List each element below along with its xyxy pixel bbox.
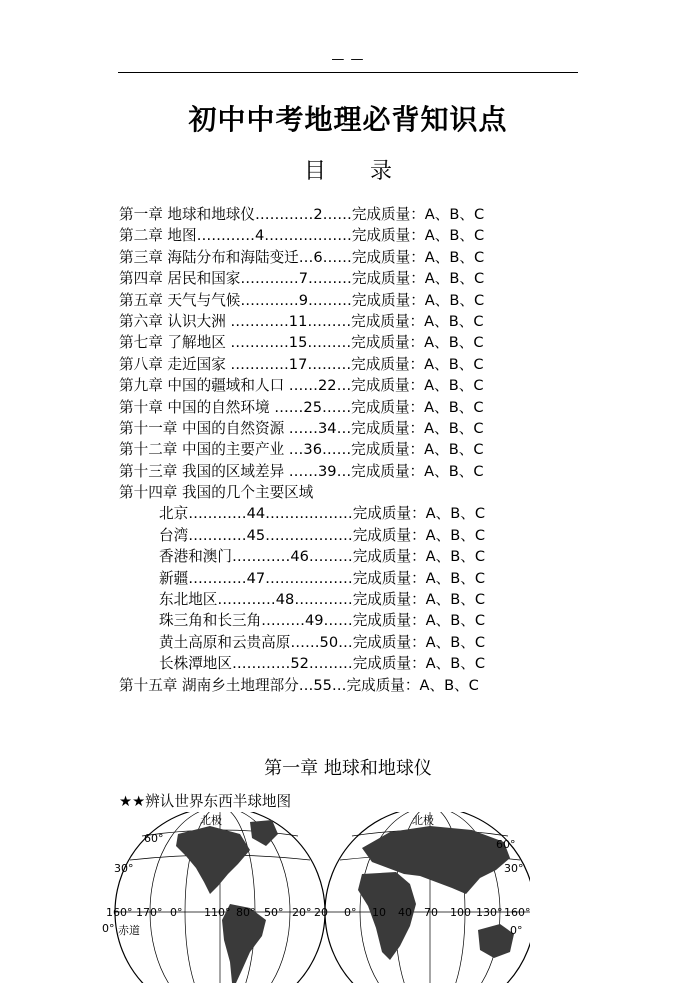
toc-entry: 第八章 走近国家 …………17………完成质量：A、B、C	[119, 355, 484, 373]
toc-entry: 第十三章 我国的区域差异 ……39…完成质量：A、B、C	[119, 462, 484, 480]
map-label-lat-30-right: 30°	[504, 862, 524, 875]
map-label-lat-30: 30°	[114, 862, 134, 875]
toc-entry: 第三章 海陆分布和海陆变迁…6……完成质量：A、B、C	[119, 248, 485, 266]
toc-entry: 第六章 认识大洲 …………11………完成质量：A、B、C	[119, 312, 484, 330]
map-label-equator: 赤道	[118, 924, 140, 937]
toc-entry: 第四章 居民和国家…………7………完成质量：A、B、C	[119, 270, 485, 288]
toc-sub-entry: 东北地区…………48…………完成质量：A、B、C	[159, 591, 486, 609]
map-lon-label: 80°	[236, 906, 256, 919]
table-of-contents	[119, 204, 589, 696]
map-label-north-pole-right: 北极	[412, 814, 434, 827]
map-lon-label: 20°	[292, 906, 312, 919]
toc-entry: 第一章 地球和地球仪…………2……完成质量：A、B、C	[119, 206, 485, 223]
map-lon-label: 20	[314, 906, 328, 919]
toc-heading-left: 目	[303, 159, 326, 184]
map-label-lat-0: 0°	[102, 922, 115, 935]
toc-heading	[0, 154, 696, 185]
map-lon-label: 110°	[204, 906, 231, 919]
map-lon-label: 160°	[504, 906, 530, 919]
toc-entry: 第七章 了解地区 …………15………完成质量：A、B、C	[119, 334, 484, 352]
map-label-north-pole-left: 北极	[200, 814, 222, 827]
toc-heading-right: 录	[370, 159, 393, 184]
map-lon-label: 170°	[136, 906, 163, 919]
map-label-lat-60: 60°	[144, 832, 164, 845]
topic-subhead: ★★辨认世界东西半球地图	[119, 793, 292, 810]
toc-sub-entry: 珠三角和长三角………49……完成质量：A、B、C	[159, 612, 486, 630]
map-lon-label: 130°	[476, 906, 503, 919]
chapter-title: 第一章 地球和地球仪	[264, 758, 432, 779]
toc-entry: 第十四章 我国的几个主要区域	[119, 484, 314, 502]
toc-entry: 第十章 中国的自然环境 ……25……完成质量：A、B、C	[119, 398, 484, 416]
toc-sub-entry: 北京…………44………………完成质量：A、B、C	[159, 505, 486, 523]
toc-entry: 第二章 地图…………4………………完成质量：A、B、C	[119, 227, 485, 245]
map-lon-label: 0°	[344, 906, 357, 919]
toc-sub-entry: 长株潭地区…………52………完成质量：A、B、C	[159, 655, 486, 673]
toc-entry: 第十二章 中国的主要产业 …36……完成质量：A、B、C	[119, 441, 484, 459]
toc-sub-entry: 香港和澳门…………46………完成质量：A、B、C	[159, 548, 486, 566]
map-lon-label: 50°	[264, 906, 284, 919]
toc-sub-entry: 新疆…………47………………完成质量：A、B、C	[159, 569, 486, 587]
map-lon-label: 160°	[106, 906, 133, 919]
toc-sub-entry: 黄土高原和云贵高原……50…完成质量：A、B、C	[159, 633, 486, 651]
map-label-lat-0-right: 0°	[510, 924, 523, 937]
toc-sub-entry: 台湾…………45………………完成质量：A、B、C	[159, 526, 486, 544]
header-divider	[118, 72, 578, 73]
map-lon-label: 100	[450, 906, 471, 919]
toc-entry: 第十五章 湖南乡土地理部分…55…完成质量：A、B、C	[119, 676, 479, 694]
map-lon-label: 40	[398, 906, 412, 919]
toc-entry: 第九章 中国的疆域和人口 ……22…完成质量：A、B、C	[119, 377, 484, 395]
page-header-mark: — —	[331, 52, 365, 67]
toc-entry: 第五章 天气与气候…………9………完成质量：A、B、C	[119, 291, 485, 309]
map-lon-label: 0°	[170, 906, 183, 919]
map-lon-label: 70	[424, 906, 438, 919]
document-title: 初中中考地理必背知识点	[188, 103, 508, 136]
hemisphere-map	[100, 812, 530, 983]
map-label-lat-60-right: 60°	[496, 838, 516, 851]
toc-entry: 第十一章 中国的自然资源 ……34…完成质量：A、B、C	[119, 419, 484, 437]
map-lon-label: 10	[372, 906, 386, 919]
